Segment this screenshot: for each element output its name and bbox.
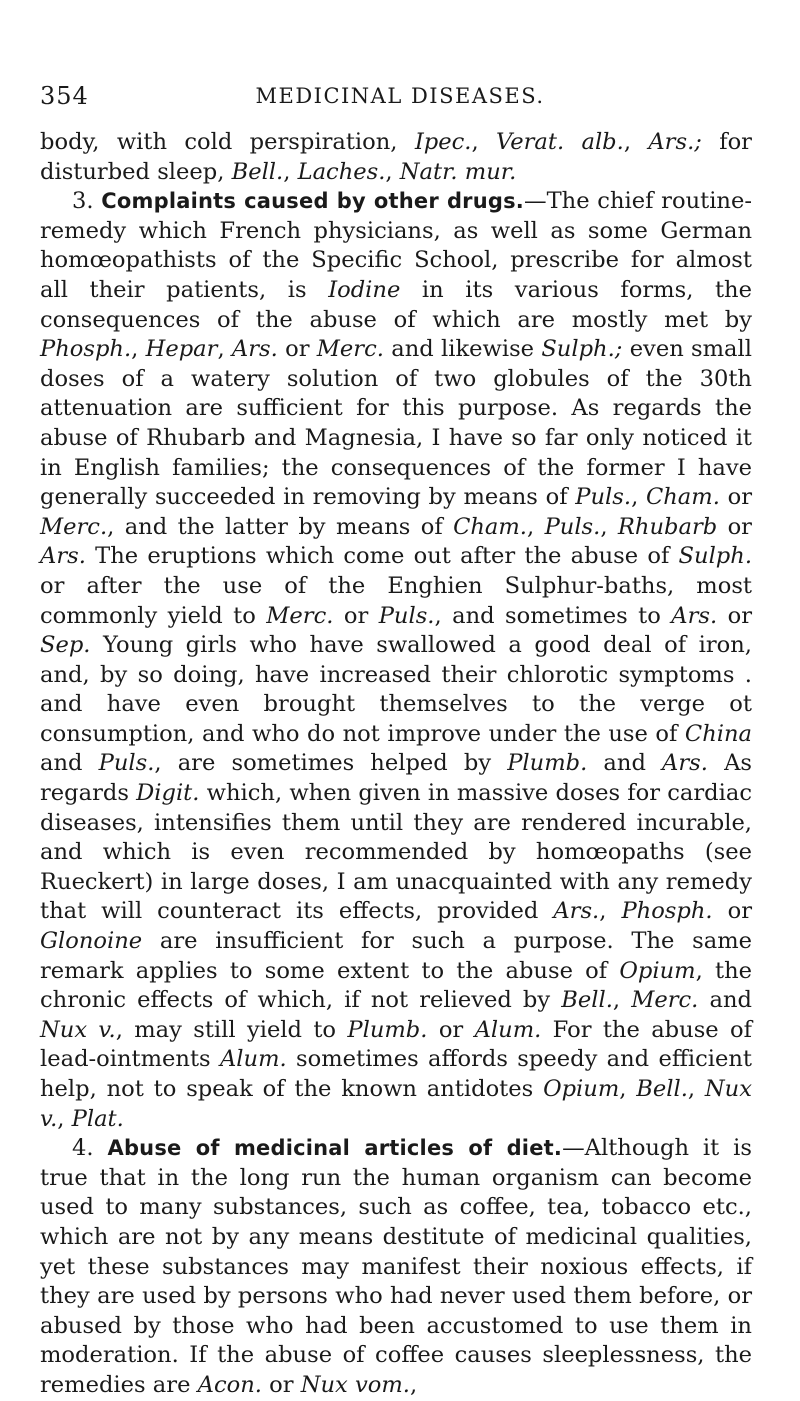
remedy-name: Opium: [543, 1076, 620, 1102]
remedy-name: Ars.: [40, 543, 86, 570]
text-run: The eruptions which come out after the abuse of: [85, 543, 679, 570]
remedy-name: Laches.: [297, 158, 386, 185]
text-run: or: [277, 336, 317, 363]
text-run: for disturbed sleep,: [40, 129, 752, 185]
text-run: or: [717, 513, 752, 540]
text-run: ,: [612, 987, 632, 1014]
text-run: ,: [57, 1105, 72, 1132]
text-run: sometimes affords speedy and efficient help, not to speak of the known antidotes: [40, 1046, 752, 1102]
remedy-name: Ars.: [662, 750, 708, 777]
remedy-name: Bell.: [561, 987, 613, 1014]
remedy-name: Plat.: [71, 1105, 124, 1132]
remedy-name: Nux v.: [40, 1076, 752, 1132]
remedy-name: Cham.: [453, 513, 527, 540]
text-run: ,: [283, 158, 298, 185]
text-run: , and sometimes to: [434, 602, 672, 629]
remedy-name: Ipec.: [414, 129, 472, 155]
remedy-name: Nux v.: [40, 1016, 116, 1043]
section-number: 3.: [72, 188, 102, 215]
text-run: are insufficient for such a purpose. The same remark applies to some extent to the abuse of: [40, 928, 752, 984]
section-number: 4.: [72, 1135, 108, 1162]
text-run: or after the use of the Enghien Sulphur-baths, most commonly yield to: [40, 572, 752, 629]
text-run: ,: [687, 1076, 705, 1102]
text-run: ,: [631, 484, 646, 511]
text-run: , the chronic effects of which, if not relieved by: [40, 957, 752, 1014]
text-run: , are sometimes helped by: [154, 750, 508, 777]
remedy-name: Verat. alb.: [495, 129, 624, 155]
running-title: MEDICINAL DISEASES.: [255, 84, 545, 108]
remedy-name: Opium: [619, 957, 696, 984]
remedy-name: Nux vom.: [300, 1371, 410, 1398]
body-text: [40, 128, 752, 1401]
text-run: which, when given in massive doses for cardiac diseases, intensifies them until they are rendered incurable, and which is even recommended by homœopaths (see Rueckert) in large doses, I am unacquainted with any remedy that will counteract its effects, provided: [40, 780, 752, 925]
text-run: —The chief routine-remedy which French physicians, as well as some German homœopathists of the Specific School, prescribe for almost all their patients, is: [40, 188, 752, 303]
text-run: ,: [600, 513, 618, 540]
text-run: and: [40, 750, 99, 777]
text-run: or: [261, 1371, 301, 1398]
remedy-name: Puls.: [575, 484, 632, 511]
running-head: [40, 82, 760, 122]
remedy-name: Phosph.: [40, 336, 132, 363]
paragraph-drugs: [40, 187, 752, 1134]
remedy-name: Natr. mur.: [399, 158, 517, 185]
text-run: Young girls who have swallowed a good deal of iron, and, by so doing, have increased their chlorotic symptoms . and have even brought themselves to the verge ot consumption, and who do not improve under the use of: [40, 632, 752, 747]
remedy-name: Phosph.: [621, 898, 713, 925]
remedy-name: Ars.: [553, 898, 600, 925]
text-run: in its various forms, the consequences of the abuse of which are mostly met by: [40, 276, 752, 333]
remedy-name: Bell.: [231, 158, 284, 185]
text-run: and: [587, 750, 663, 777]
remedy-name: Ars.: [671, 602, 718, 629]
text-run: ,: [599, 898, 622, 925]
text-run: ,: [471, 129, 496, 155]
text-run: , and the latter by means of: [107, 513, 454, 540]
text-run: ,: [623, 129, 649, 155]
remedy-name: Plumb.: [347, 1016, 428, 1043]
remedy-name: China: [684, 720, 752, 747]
text-run: body, with cold perspiration,: [40, 129, 415, 155]
remedy-name: Rhubarb: [617, 513, 718, 540]
text-run: or: [717, 602, 752, 629]
remedy-name: Cham.: [645, 484, 720, 511]
text-run: ,: [619, 1076, 637, 1102]
text-run: and: [698, 987, 752, 1014]
remedy-name: Puls.: [98, 750, 155, 777]
remedy-name: Sulph.: [678, 543, 752, 570]
text-run: or: [333, 602, 379, 629]
remedy-name: Alum.: [219, 1046, 287, 1073]
remedy-name: Ars.;: [648, 129, 702, 155]
text-run: even small doses of a watery solution of two globules of the 30th attenuation are sufficient for this purpose. As regards the abuse of Rhubarb and Magnesia, I have so far only noticed it in English families; the consequences of the former I have generally succeeded in removing by means of: [40, 336, 752, 511]
text-run: As regards: [40, 750, 752, 807]
remedy-name: Sep.: [40, 632, 91, 659]
remedy-name: Sulph.;: [541, 336, 623, 363]
remedy-name: Puls.: [544, 513, 601, 540]
text-run: ,: [131, 336, 146, 363]
remedy-name: Merc.: [316, 336, 384, 363]
text-run: , may still yield to: [115, 1016, 348, 1043]
remedy-name: Glonoine: [40, 928, 143, 955]
text-run: or: [427, 1016, 475, 1043]
section-heading: Abuse of medicinal articles of diet.: [107, 1136, 563, 1161]
text-run: —Although it is true that in the long run the human organism can become used to many substances, such as coffee, tea, tobacco etc., which are not by any means destitute of medicinal qualities, yet these substances may manifest their noxious effects, if they are used by persons who had never used them before, or abused by those who had been accustomed to use them in moderation. If the abuse of coffee causes sleeplessness, the remedies are: [40, 1135, 752, 1398]
page-number: 354: [40, 82, 89, 110]
text-run: ,: [409, 1371, 418, 1398]
remedy-name: Merc.: [40, 513, 108, 540]
text-run: ,: [385, 158, 400, 185]
remedy-name: Ars.: [231, 336, 278, 363]
remedy-name: Alum.: [474, 1016, 542, 1043]
text-run: and likewise: [383, 336, 542, 363]
section-heading: Complaints caused by other drugs.: [101, 189, 524, 214]
remedy-name: Bell.: [636, 1076, 688, 1102]
remedy-name: Digit.: [136, 780, 200, 807]
text-run: ,: [217, 336, 232, 363]
text-run: or: [712, 898, 752, 925]
remedy-name: Plumb.: [507, 750, 588, 777]
remedy-name: Iodine: [328, 276, 401, 303]
remedy-name: Merc.: [266, 602, 334, 629]
remedy-name: Hepar: [145, 336, 218, 363]
paragraph-diet: [40, 1134, 752, 1400]
text-run: ,: [527, 513, 545, 540]
text-run: For the abuse of lead-ointments: [40, 1016, 752, 1073]
paragraph-continued: [40, 128, 752, 187]
remedy-name: Merc.: [631, 987, 699, 1014]
text-run: or: [719, 484, 753, 511]
remedy-name: Acon.: [197, 1371, 262, 1398]
remedy-name: Puls.: [378, 602, 435, 629]
